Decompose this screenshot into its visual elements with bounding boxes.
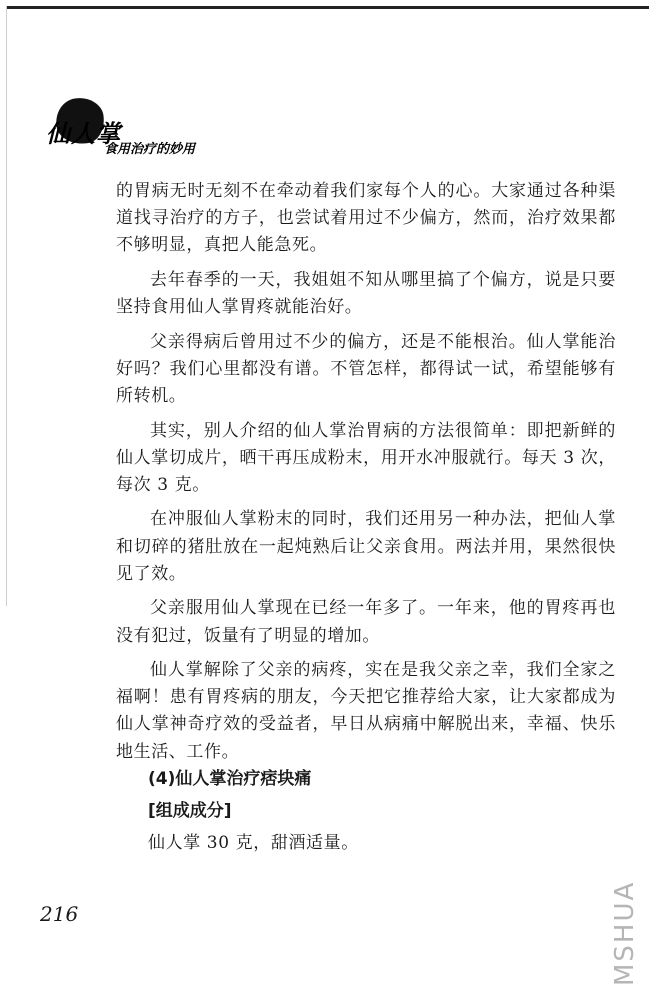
section-subheading: [组成成分] xyxy=(148,801,232,821)
running-header-logo xyxy=(46,92,236,162)
recipe-section xyxy=(148,763,618,859)
section-heading: (4)仙人掌治疗痞块痛 xyxy=(148,769,312,789)
watermark: MSHUA xyxy=(610,880,640,986)
header-title: 仙人掌 xyxy=(46,119,121,148)
page-number: 216 xyxy=(40,902,79,926)
top-rule xyxy=(6,6,649,9)
margin-line xyxy=(6,6,7,606)
paragraph: 父亲服用仙人掌现在已经一年多了。一年来，他的胃疼再也没有犯过，饭量有了明显的增加。 xyxy=(116,598,616,646)
paragraph: 去年春季的一天，我姐姐不知从哪里搞了个偏方，说是只要坚持食用仙人掌胃疼就能治好。 xyxy=(116,269,616,318)
body-text xyxy=(116,178,616,773)
paragraph: 仙人掌解除了父亲的病疼，实在是我父亲之幸，我们全家之福啊！患有胃疼病的朋友，今天把它推荐给大家，让大家都成为仙人掌神奇疗效的受益者，早日从病痛中解脱出来，幸福、快乐地生活、工作。 xyxy=(116,660,616,762)
ingredients-text: 仙人掌 30 克，甜酒适量。 xyxy=(148,833,359,853)
header-subtitle: 食用治疗的妙用 xyxy=(104,142,196,157)
paragraph: 在冲服仙人掌粉末的同时，我们还用另一种办法，把仙人掌和切碎的猪肚放在一起炖熟后让父亲食用。两法并用，果然很快见了效。 xyxy=(116,509,616,584)
paragraph: 其实，别人介绍的仙人掌治胃病的方法很简单：即把新鲜的仙人掌切成片，晒干再压成粉末，用开水冲服就行。每天 3 次，每次 3 克。 xyxy=(116,420,616,495)
paragraph: 父亲得病后曾用过不少的偏方，还是不能根治。仙人掌能治好吗？我们心里都没有谱。不管怎样，都得试一试，希望能够有所转机。 xyxy=(116,331,616,407)
paragraph: 的胃病无时无刻不在牵动着我们家每个人的心。大家通过各种渠道找寻治疗的方子，也尝试着用过不少偏方，然而，治疗效果都不够明显，真把人能急死。 xyxy=(116,181,616,256)
